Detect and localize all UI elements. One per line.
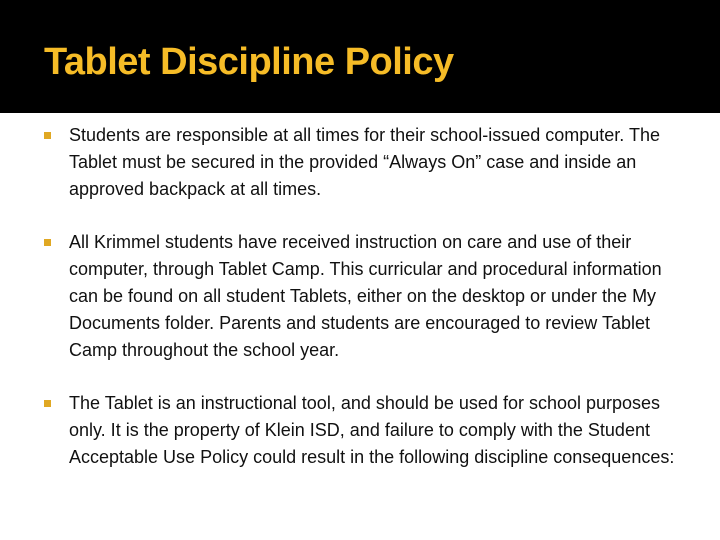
bullet-item: [0, 390, 720, 471]
bullet-text: The Tablet is an instructional tool, and should be used for school purposes only. It is the property of Klein ISD, and failure to comply with the Student Acceptable Use Policy could result in the following discipline consequences:: [69, 393, 675, 467]
title-band: [0, 0, 720, 113]
slide-title: Tablet Discipline Policy: [44, 41, 454, 83]
bullet-item: [0, 122, 720, 203]
square-bullet-icon: [44, 239, 51, 246]
square-bullet-icon: [44, 400, 51, 407]
bullet-text: All Krimmel students have received instruction on care and use of their computer, through Tablet Camp. This curricular and procedural information can be found on all student Tablets, either on the desktop or under the My Documents folder. Parents and students are encouraged to review Tablet Camp throughout the school year.: [69, 232, 662, 360]
bullet-list: [0, 122, 720, 497]
bullet-text: Students are responsible at all times for their school-issued computer. The Tablet must be secured in the provided “Always On” case and inside an approved backpack at all times.: [69, 125, 660, 199]
bullet-item: [0, 229, 720, 364]
square-bullet-icon: [44, 132, 51, 139]
